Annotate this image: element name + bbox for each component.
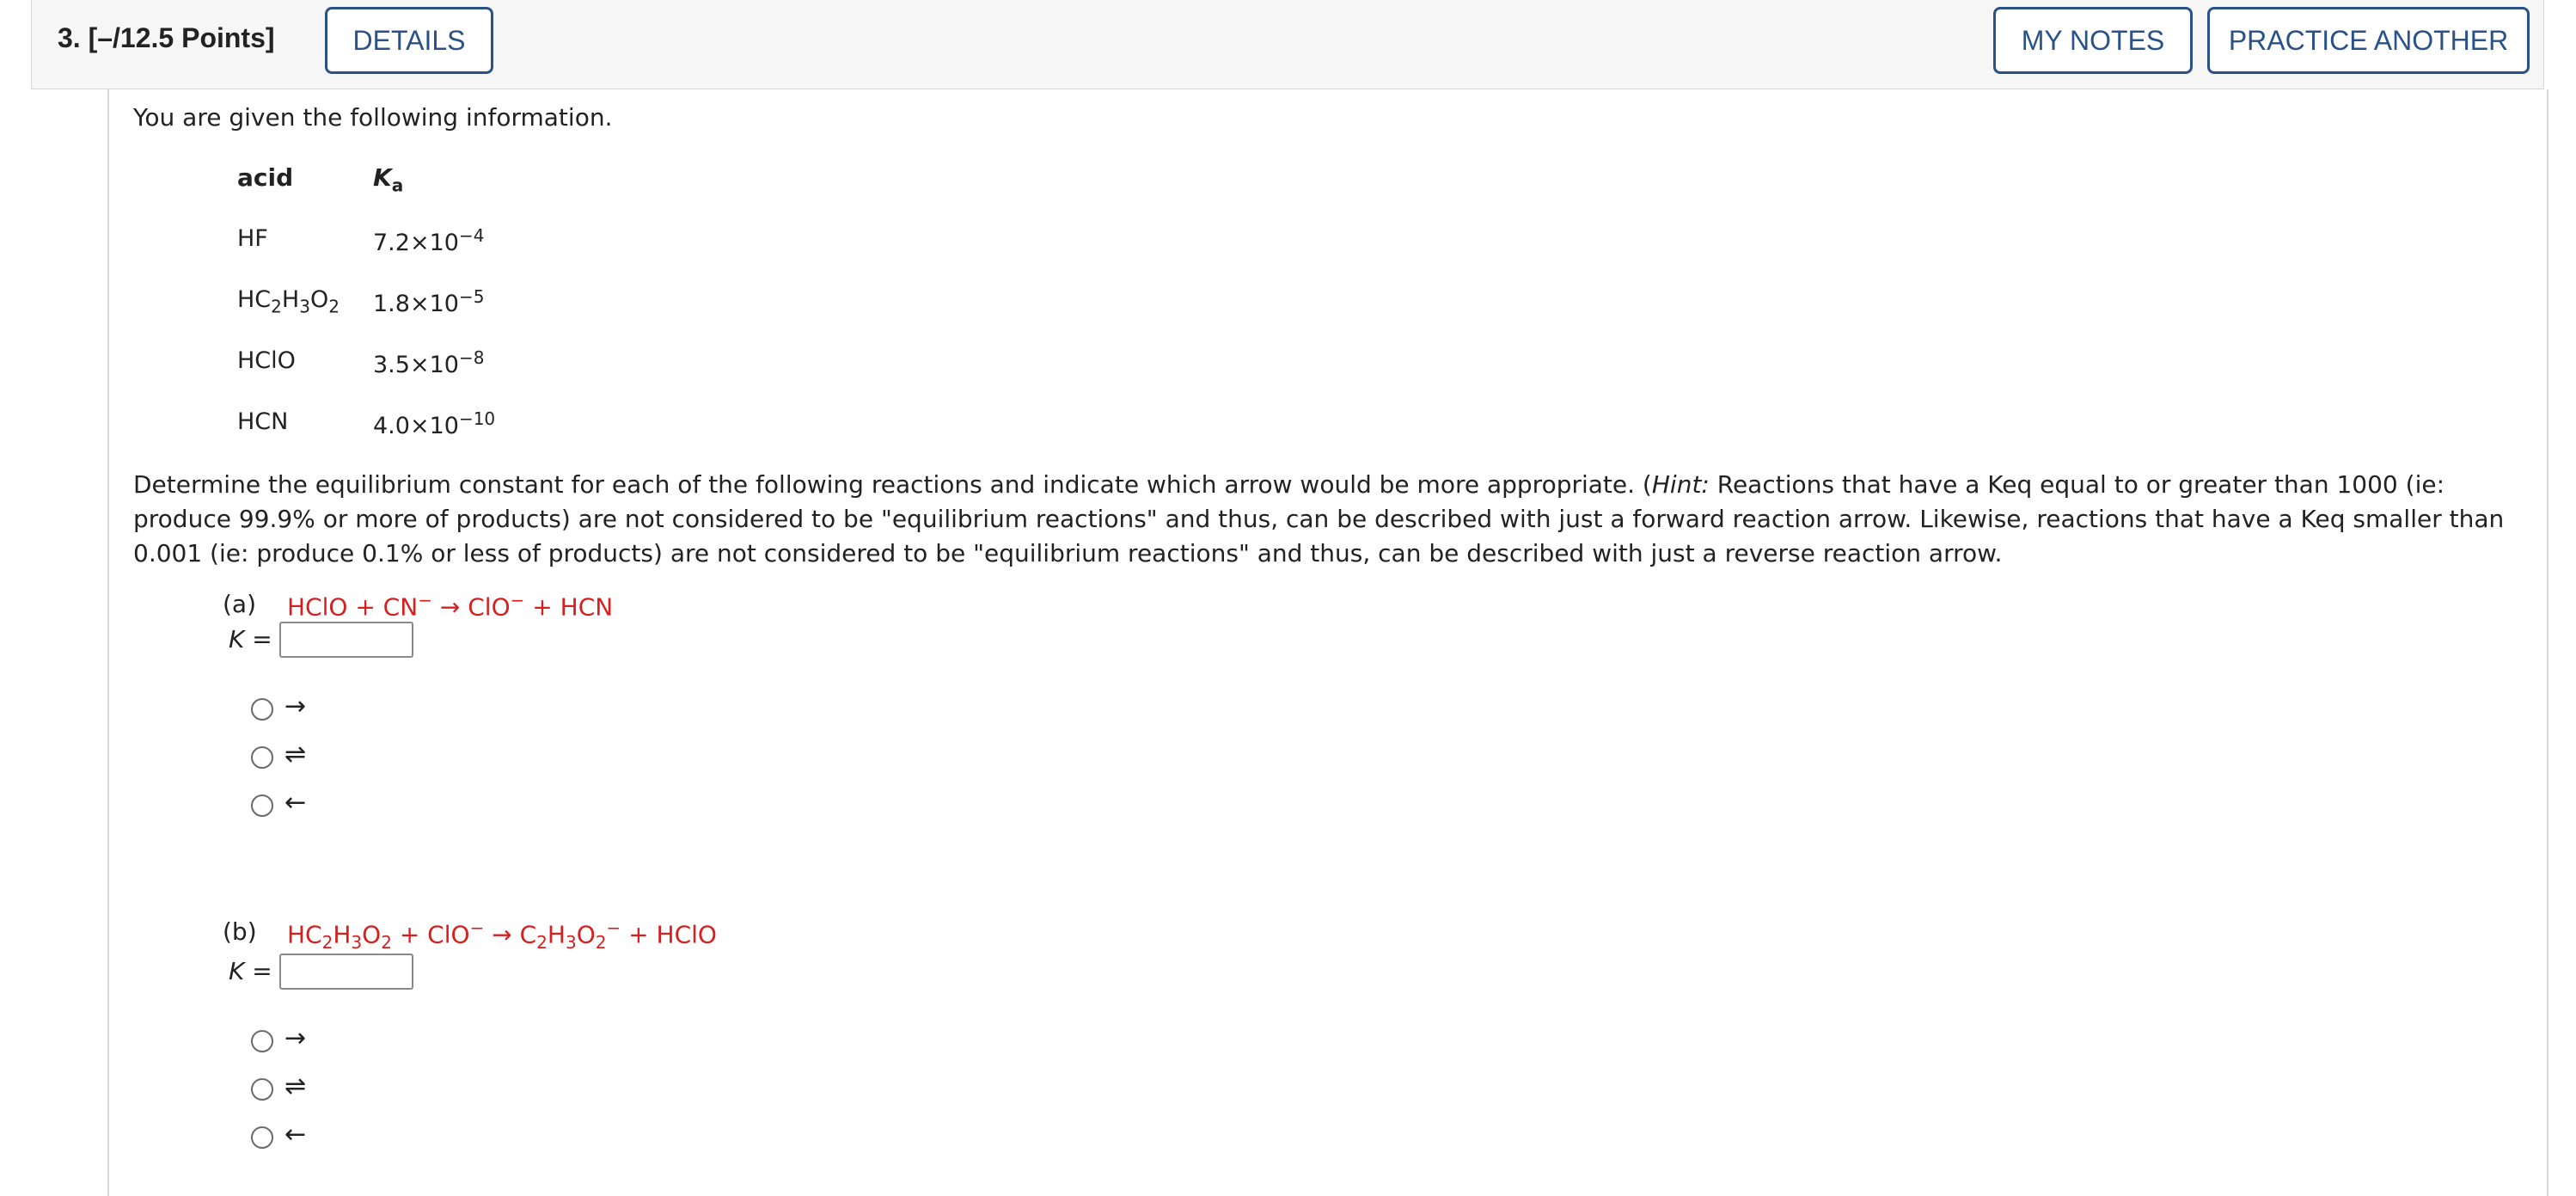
part-b-forward-radio[interactable] (251, 1030, 273, 1052)
part-b-label: (b) (223, 917, 257, 946)
part-b-reverse-radio[interactable] (251, 1126, 273, 1149)
forward-arrow-icon: → (285, 1023, 307, 1053)
forward-arrow-icon: → (285, 691, 307, 721)
acid-name: HClO (237, 347, 296, 374)
ka-column-header: $K_a$ (373, 163, 404, 196)
instructions-paragraph: Determine the equilibrium constant for each of the following reactions and indicate which arrow would be more appropriate. (Hint: Reactions that have a Keq equal to or greater than 1000 (ie: produce 99.9% or more of products) are not considered to be "equilibrium reactions" and thus, can be described with just a forward reaction arrow. Likewise, reactions that have a Keq smaller than 0.001 (ie: produce 0.1% or less of products) are not considered to be "equilibrium reactions" and thus, can be described with just a reverse reaction arrow. (133, 470, 2505, 567)
part-a-reverse-radio[interactable] (251, 794, 273, 817)
part-a-equilibrium-radio[interactable] (251, 746, 273, 769)
ka-value: $4.0\times 10^{-10}$ (373, 408, 496, 439)
ka-value: $7.2\times 10^{-4}$ (373, 225, 485, 256)
hint-label: Hint: (1651, 470, 1710, 499)
reverse-arrow-icon: ← (285, 1119, 307, 1150)
equilibrium-arrow-icon: ⇌ (285, 739, 307, 770)
part-b-k-input[interactable] (279, 954, 413, 990)
acid-name: $HC_2H_3O_2$ (237, 286, 340, 317)
part-b-equilibrium-radio[interactable] (251, 1078, 273, 1101)
acid-column-header: acid (237, 163, 294, 192)
reverse-arrow-icon: ← (285, 788, 307, 818)
part-a-k-input[interactable] (279, 622, 413, 658)
practice-another-button[interactable]: PRACTICE ANOTHER (2207, 7, 2530, 74)
part-b-reaction: $HC_2H_3O_2 + ClO^- \to C_2H_3O_2^-$ + HClO (287, 917, 717, 953)
ka-value: $3.5\times 10^{-8}$ (373, 347, 485, 378)
part-b-k-label: K = (229, 957, 272, 985)
equilibrium-arrow-icon: ⇌ (285, 1071, 307, 1101)
question-header (31, 0, 2544, 89)
ka-value: $1.8\times 10^{-5}$ (373, 286, 485, 317)
acid-name: HCN (237, 408, 289, 435)
my-notes-button[interactable]: MY NOTES (1993, 7, 2193, 74)
part-a-label: (a) (223, 590, 257, 618)
part-a-k-label: K = (229, 625, 272, 653)
intro-text: You are given the following information. (133, 103, 613, 132)
acid-name: HF (237, 225, 268, 252)
question-number: 3. [–/12.5 Points] (58, 22, 275, 53)
details-button[interactable]: DETAILS (325, 7, 493, 74)
part-a-reaction: HClO + CN− → ClO− + HCN (287, 590, 614, 622)
part-a-forward-radio[interactable] (251, 698, 273, 721)
